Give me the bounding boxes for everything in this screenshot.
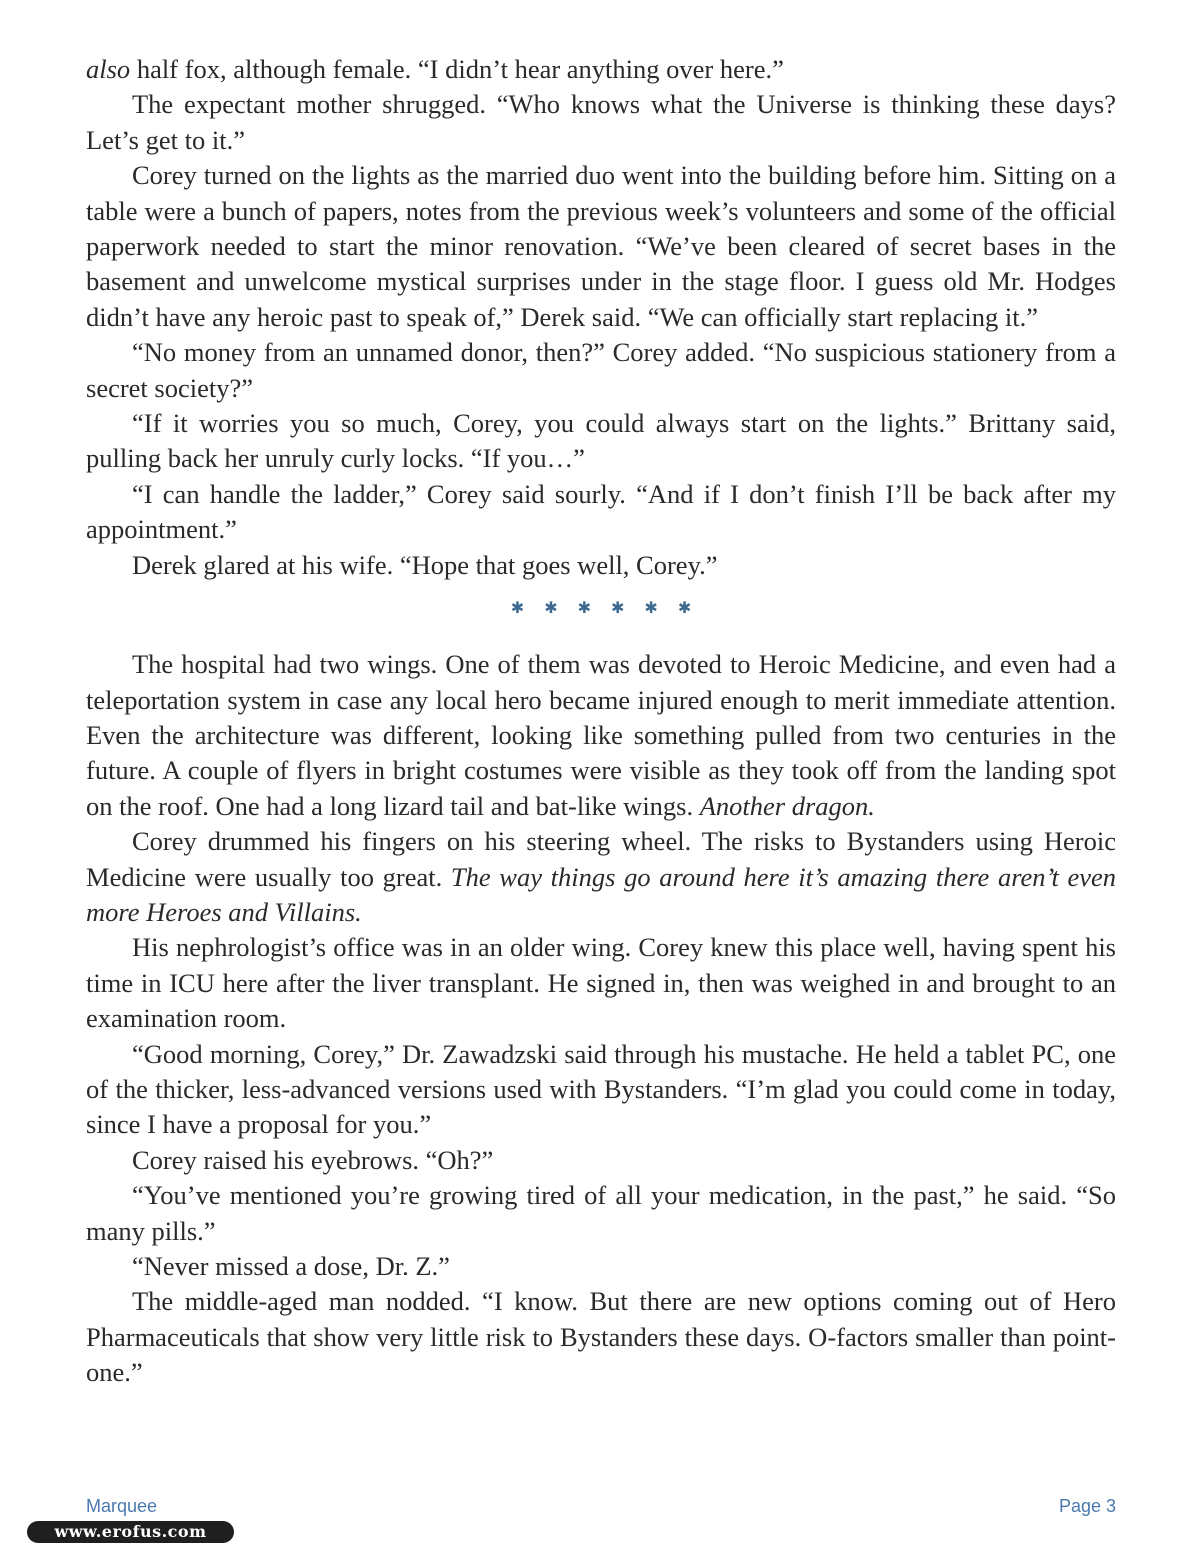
watermark-badge: www.erofus.com [27,1521,234,1543]
paragraph [86,1284,1116,1390]
text-block-bottom [86,647,1116,1391]
page-footer [86,1496,1116,1518]
paragraph [86,87,1116,158]
paragraph [86,477,1116,548]
page-number: Page 3 [1058,1496,1116,1516]
paragraph [86,647,1116,824]
paragraph [86,1178,1116,1249]
paragraph [86,52,1116,87]
paragraph [86,335,1116,406]
italic-text: also [86,54,131,84]
paragraph [86,1143,1116,1178]
page-body [86,52,1116,1391]
text-run: Corey drummed his fingers on his steering wheel. The risks to Bystanders using Heroic Medicine were usually too great. [86,826,1116,892]
paragraph [86,824,1116,930]
text-run: The hospital had two wings. One of them was devoted to Heroic Medicine, and even had a teleportation system in case any local hero became injured enough to merit immediate attention. Even the architecture was different, looking like something pulled from two centuries in the future. A couple of flyers in bright costumes were visible as they took off from the landing spot on the roof. One had a long lizard tail and bat-like wings. [86,649,1116,821]
text-run: “Never missed a dose, Dr. Z.” [132,1251,450,1281]
section-break [86,591,1116,625]
text-run: The middle-aged man nodded. “I know. But there are new options coming out of Hero Pharmaceuticals that show very little risk to Bystanders these days. O-factors smaller than point-one.” [86,1286,1116,1388]
text-run: “Good morning, Corey,” Dr. Zawadzski said through his mustache. He held a tablet PC, one of the thicker, less-advanced versions used with Bystanders. “I’m glad you could come in today, since I have a proposal for you.” [86,1038,1116,1140]
footer-title: Marquee [86,1496,158,1516]
paragraph [86,1037,1116,1143]
paragraph [86,548,1116,583]
star-ornament-icon: ✱ [611,598,625,618]
text-run: Corey raised his eyebrows. “Oh?” [132,1144,494,1175]
paragraph [86,158,1116,335]
paragraph [86,406,1116,477]
text-run: Corey turned on the lights as the married duo went into the building before him. Sitting on a table were a bunch of papers, notes from the previous week’s volunteers and some of the official paperwork needed to start the minor renovation. “We’ve been cleared of secret bases in the basement and unwelcome mystical surprises under in the stage floor. I guess old Mr. Hodges didn’t have any heroic past to speak of,” Derek said. “We can officially start replacing it.” [86,160,1116,332]
star-ornament-icon: ✱ [577,598,591,618]
star-ornament-icon: ✱ [510,598,525,618]
text-run: His nephrologist’s office was in an older wing. Corey knew this place well, having spent his time in ICU here after the liver transplant. He signed in, then was weighed in and brought to an examination room. [86,932,1116,1034]
text-run: “If it worries you so much, Corey, you could always start on the lights.” Brittany said, pulling back her unruly curly locks. “If you…” [86,408,1116,474]
italic-text: Another dragon. [699,790,875,821]
star-ornament-icon: ✱ [544,598,558,618]
text-run: The expectant mother shrugged. “Who knows what the Universe is thinking these days? Let’s get to it.” [86,89,1116,155]
text-run: Derek glared at his wife. “Hope that goes well, Corey.” [132,549,718,580]
italic-text: The way things go around here it’s amazing there aren’t even more Heroes and Villains. [86,861,1116,927]
paragraph [86,930,1116,1036]
star-ornament-icon: ✱ [677,598,692,618]
paragraph [86,1249,1116,1284]
star-ornament-icon: ✱ [644,598,658,618]
text-run: “I can handle the ladder,” Corey said sourly. “And if I don’t finish I’ll be back after my appointment.” [86,478,1116,545]
text-run: “You’ve mentioned you’re growing tired of all your medication, in the past,” he said. “So many pills.” [86,1180,1116,1246]
text-run: “No money from an unnamed donor, then?” Corey added. “No suspicious stationery from a secret society?” [86,337,1116,403]
text-block-top [86,52,1116,583]
text-run: half fox, although female. “I didn’t hear anything over here.” [130,54,784,84]
